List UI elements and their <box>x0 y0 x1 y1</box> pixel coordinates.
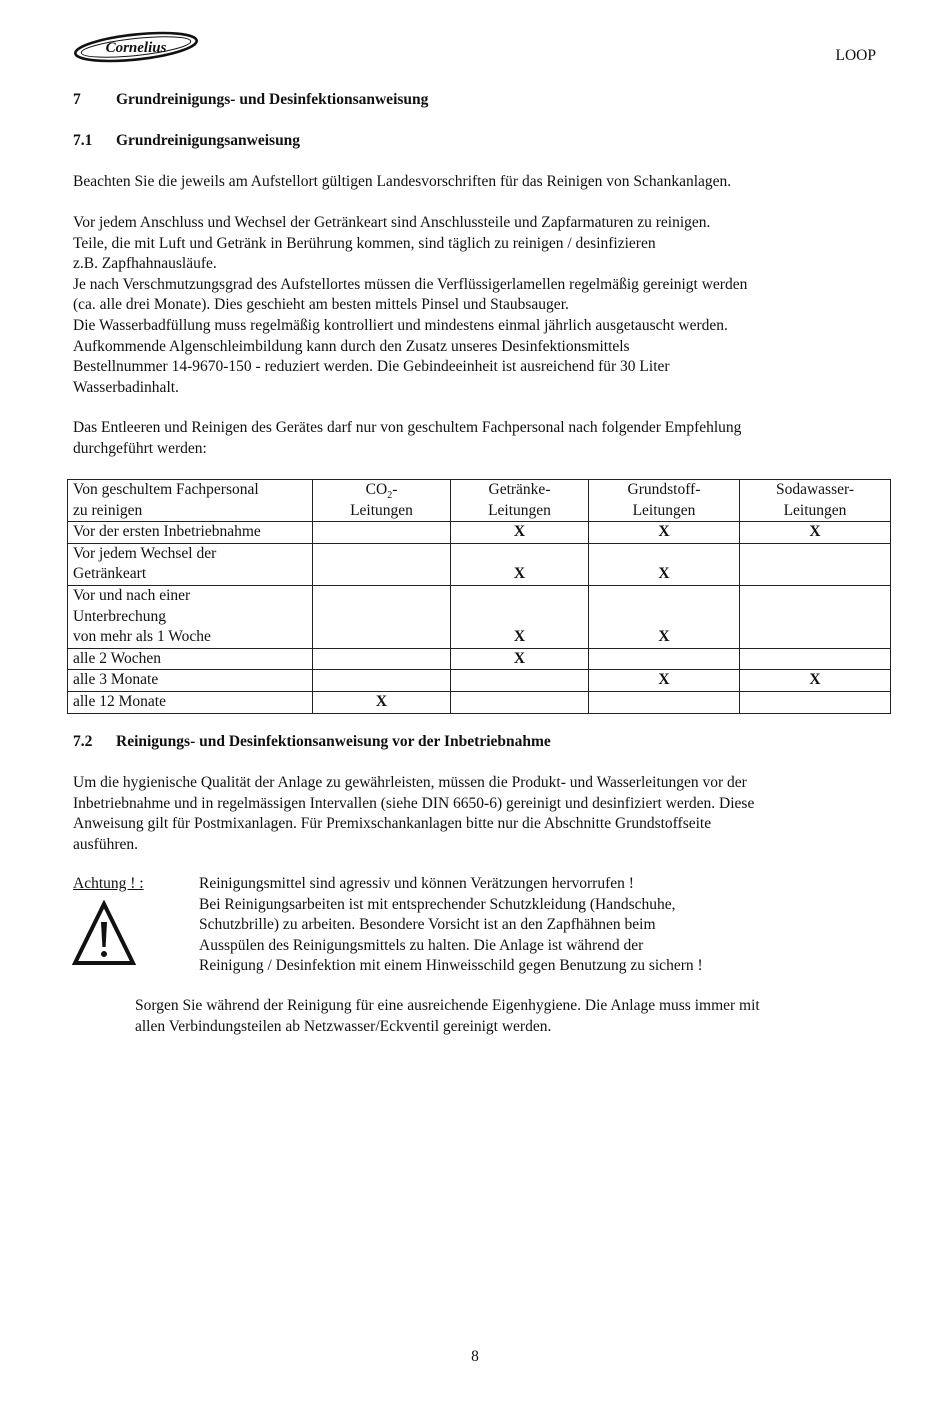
text-line: Reinigung / Desinfektion mit einem Hinweisschild gegen Benutzung zu sichern ! <box>199 957 703 975</box>
cell-co2 <box>313 543 451 585</box>
table-row <box>68 585 891 648</box>
text-line: z.B. Zapfhahnausläufe. <box>73 255 217 273</box>
text-line: Bestellnummer 14-9670-150 - reduziert werden. Die Gebindeeinheit ist ausreichend für 30 Liter <box>73 358 670 376</box>
cell-co2 <box>313 522 451 544</box>
cell-getraenke: X <box>451 522 589 544</box>
cell-getraenke <box>451 691 589 713</box>
section-7-1-heading <box>73 131 300 152</box>
table-row <box>68 522 891 544</box>
cell-sodawasser <box>740 648 891 670</box>
text-line: Anweisung gilt für Postmixanlagen. Für Premixschankanlagen bitte nur die Abschnitte Grundstoffseite <box>73 815 712 833</box>
cell-grundstoff: X <box>589 522 740 544</box>
text-line: Wasserbadinhalt. <box>73 378 179 396</box>
header-cell-getraenke: Getränke- Leitungen <box>451 480 589 522</box>
text-line: Das Entleeren und Reinigen des Gerätes darf nur von geschultem Fachpersonal nach folgender Empfehlung <box>73 419 742 436</box>
cell-getraenke: X <box>451 543 589 585</box>
row-label: alle 3 Monate <box>68 670 313 692</box>
text-line: Um die hygienische Qualität der Anlage zu gewährleisten, müssen die Produkt- und Wasserleitungen vor der <box>73 774 747 791</box>
warning-label: Achtung ! : <box>73 875 144 892</box>
text-line: Inbetriebnahme und in regelmässigen Intervallen (siehe DIN 6650-6) gereinigt und desinfiziert werden. Diese <box>73 794 755 812</box>
section-7-2-number: 7.2 <box>73 733 93 750</box>
cell-co2: X <box>313 691 451 713</box>
row-label: alle 12 Monate <box>68 691 313 713</box>
document-name: LOOP <box>835 47 876 64</box>
cell-grundstoff: X <box>589 585 740 648</box>
text-line: Aufkommende Algenschleimbildung kann durch den Zusatz unseres Desinfektionsmittels <box>73 337 630 355</box>
cornelius-logo <box>72 30 200 64</box>
header-cell-sodawasser: Sodawasser- Leitungen <box>740 480 891 522</box>
section-7-heading <box>73 90 428 111</box>
text-line: (ca. alle drei Monate). Dies geschieht am besten mittels Pinsel und Staubsauger. <box>73 296 569 314</box>
table-header-row <box>68 480 891 522</box>
text-line: Vor jedem Anschluss und Wechsel der Getränkeart sind Anschlussteile und Zapfarmaturen zu reinigen. <box>73 214 711 231</box>
table-row <box>68 691 891 713</box>
cell-sodawasser <box>740 585 891 648</box>
text-line: Ausspülen des Reinigungsmittels zu halten. Die Anlage ist während der <box>199 936 644 954</box>
cell-co2 <box>313 670 451 692</box>
warning-triangle-icon <box>72 900 136 967</box>
paragraph-landesvorschriften: Beachten Sie die jeweils am Aufstellort gültigen Landesvorschriften für das Reinigen von Schankanlagen. <box>73 173 732 190</box>
cell-grundstoff: X <box>589 543 740 585</box>
warning-text <box>199 874 819 977</box>
row-label: Vor jedem Wechsel der Getränkeart <box>68 543 313 585</box>
text-line: Bei Reinigungsarbeiten ist mit entsprechender Schutzkleidung (Handschuhe, <box>199 895 676 913</box>
text-line: Sorgen Sie während der Reinigung für eine ausreichende Eigenhygiene. Die Anlage muss immer mit <box>135 997 760 1014</box>
paragraph-reinigung-details <box>73 213 873 398</box>
paragraph-fachpersonal <box>73 418 873 459</box>
section-7-title: Grundreinigungs- und Desinfektionsanweisung <box>116 91 429 108</box>
section-7-2-heading <box>73 732 551 753</box>
paragraph-eigenhygiene <box>135 996 875 1037</box>
cell-getraenke: X <box>451 648 589 670</box>
cell-grundstoff: X <box>589 670 740 692</box>
cell-sodawasser <box>740 543 891 585</box>
paragraph-hygiene-qualitaet <box>73 773 873 855</box>
text-line: Teile, die mit Luft und Getränk in Berührung kommen, sind täglich zu reinigen / desinfizieren <box>73 234 656 252</box>
text-line: allen Verbindungsteilen ab Netzwasser/Eckventil gereinigt werden. <box>135 1017 552 1035</box>
cell-grundstoff <box>589 691 740 713</box>
row-label: Vor und nach einer Unterbrechung von mehr als 1 Woche <box>68 585 313 648</box>
row-label: alle 2 Wochen <box>68 648 313 670</box>
table-row <box>68 670 891 692</box>
svg-text:Cornelius: Cornelius <box>105 40 167 56</box>
text-line: ausführen. <box>73 835 138 853</box>
text-line: Reinigungsmittel sind agressiv und können Verätzungen hervorrufen ! <box>199 875 634 892</box>
text-line: Die Wasserbadfüllung muss regelmäßig kontrolliert und mindestens einmal jährlich ausgetauscht werden. <box>73 316 728 334</box>
text-line: Schutzbrille) zu arbeiten. Besondere Vorsicht ist an den Zapfhähnen beim <box>199 916 656 934</box>
header-cell-interval: Von geschultem Fachpersonal zu reinigen <box>68 480 313 522</box>
cell-co2 <box>313 648 451 670</box>
header-cell-grundstoff: Grundstoff- Leitungen <box>589 480 740 522</box>
cleaning-schedule-table <box>67 479 891 714</box>
cell-grundstoff <box>589 648 740 670</box>
table-row <box>68 648 891 670</box>
cell-sodawasser <box>740 691 891 713</box>
text-line: Je nach Verschmutzungsgrad des Aufstellortes müssen die Verflüssigerlamellen regelmäßig gereinigt werden <box>73 275 748 293</box>
header-cell-co2: $CO_2-$ Leitungen <box>313 480 451 522</box>
page-number: 8 <box>471 1348 479 1365</box>
section-7-1-title: Grundreinigungsanweisung <box>116 132 301 149</box>
section-7-number: 7 <box>73 91 81 108</box>
row-label: Vor der ersten Inbetriebnahme <box>68 522 313 544</box>
cell-getraenke <box>451 670 589 692</box>
cell-sodawasser: X <box>740 522 891 544</box>
section-7-1-number: 7.1 <box>73 132 93 149</box>
section-7-2-title: Reinigungs- und Desinfektionsanweisung vor der Inbetriebnahme <box>116 733 551 750</box>
cell-co2 <box>313 585 451 648</box>
cell-getraenke: X <box>451 585 589 648</box>
cell-sodawasser: X <box>740 670 891 692</box>
table-row <box>68 543 891 585</box>
text-line: durchgeführt werden: <box>73 439 207 457</box>
